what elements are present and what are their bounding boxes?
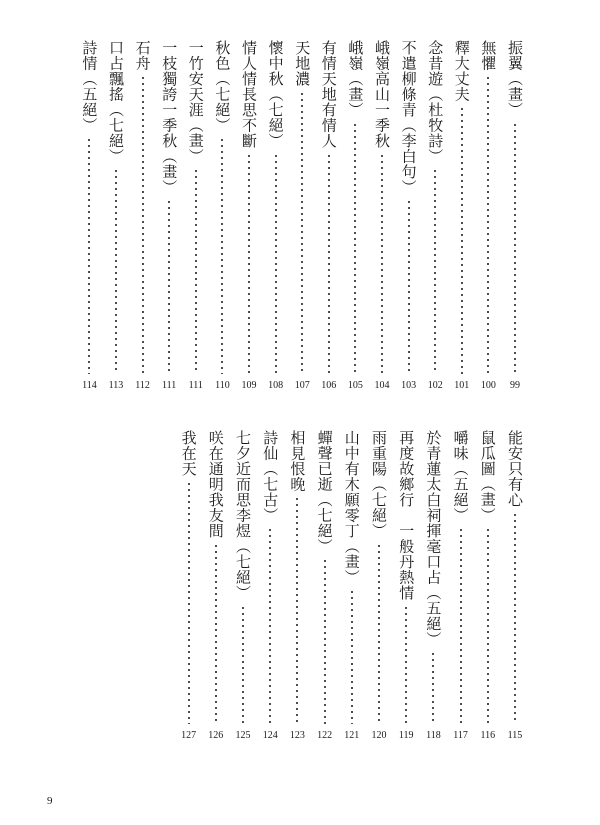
toc-entry	[205, 430, 227, 742]
toc-lower-block	[0, 430, 600, 742]
entry-page-number: 117	[453, 730, 468, 741]
entry-title: 一竹安天涯（畫）	[186, 40, 205, 164]
toc-entry	[450, 430, 472, 742]
entry-page-number: 105	[347, 380, 363, 391]
entry-title: 於青蓮太白祠揮毫口占（五絕）	[424, 430, 443, 647]
dot-leader	[296, 496, 298, 724]
toc-entry	[477, 40, 499, 392]
dot-leader	[487, 75, 489, 374]
entry-page-number: 103	[401, 380, 417, 391]
dot-leader	[115, 168, 117, 374]
dot-leader	[487, 527, 489, 724]
toc-entry	[314, 430, 336, 742]
dot-leader	[405, 605, 407, 725]
entry-page-number: 108	[268, 380, 284, 391]
entry-title: 懷中秋（七絕）	[266, 40, 285, 149]
entry-title: 石舟	[133, 40, 152, 71]
entry-page-number: 106	[321, 380, 337, 391]
dot-leader	[432, 651, 434, 724]
entry-title: 詩情（五絕）	[80, 40, 99, 133]
toc-entry	[132, 40, 154, 392]
entry-page-number: 110	[215, 380, 230, 391]
entry-page-number: 123	[289, 730, 305, 741]
toc-entry	[477, 430, 499, 742]
page-number: 9	[47, 795, 53, 807]
dot-leader	[351, 589, 353, 724]
toc-entry	[78, 40, 100, 392]
dot-leader	[354, 122, 356, 375]
entry-page-number: 109	[241, 380, 257, 391]
toc-entry	[422, 430, 444, 742]
dot-leader	[408, 199, 410, 374]
toc-entry	[291, 40, 313, 392]
entry-page-number: 126	[208, 730, 224, 741]
entry-page-number: 111	[162, 380, 177, 391]
dot-leader	[461, 106, 463, 374]
toc-entry	[211, 40, 233, 392]
dot-leader	[460, 527, 462, 724]
entry-page-number: 102	[427, 380, 443, 391]
toc-entry	[158, 40, 180, 392]
entry-title: 情人情長思不斷	[240, 40, 258, 149]
dot-leader	[514, 512, 516, 725]
toc-entry	[286, 430, 308, 742]
dot-leader	[301, 91, 303, 375]
entry-title: 峨嶺高山一季秋	[373, 40, 391, 149]
toc-entry	[105, 40, 127, 392]
entry-page-number: 113	[108, 380, 124, 391]
entry-title: 我在天	[179, 430, 198, 477]
entry-page-number: 101	[454, 380, 470, 391]
entry-page-number: 107	[294, 380, 310, 391]
toc-entry	[504, 430, 526, 742]
entry-page-number: 114	[82, 380, 97, 391]
entry-page-number: 127	[181, 730, 197, 741]
dot-leader	[248, 153, 250, 375]
entry-title: 秋色（七絕）	[213, 40, 232, 133]
dot-leader	[188, 481, 190, 725]
entry-title: 釋大丈夫	[452, 40, 471, 102]
toc-entry	[265, 40, 287, 392]
entry-page-number: 100	[480, 380, 496, 391]
entry-title: 振翼（畫）	[506, 40, 524, 118]
entry-title: 詩仙（七古）	[261, 430, 280, 523]
entry-title: 不遣柳條青（李白句）	[399, 40, 418, 195]
toc-entry	[185, 40, 207, 392]
entry-title: 鼠瓜圖（畫）	[478, 430, 497, 523]
toc-entry	[178, 430, 200, 742]
entry-title: 無懼	[479, 40, 498, 71]
entry-page-number: 120	[371, 730, 387, 741]
dot-leader	[514, 122, 516, 375]
toc-entry	[318, 40, 340, 392]
entry-title: 能安只有心	[506, 430, 524, 508]
toc-entry	[341, 430, 363, 742]
entry-title: 天地濃	[293, 40, 312, 87]
entry-title: 七夕近而思李煜（七絕）	[234, 430, 252, 601]
entry-title: 咲在通明我友間	[206, 430, 225, 539]
toc-entry	[259, 430, 281, 742]
dot-leader	[381, 153, 383, 375]
entry-title: 念昔遊（杜牧詩）	[426, 40, 445, 164]
dot-leader	[195, 168, 197, 374]
entry-page-number: 119	[398, 730, 414, 741]
dot-leader	[324, 558, 326, 724]
toc-entry	[368, 430, 390, 742]
toc-upper-block	[0, 40, 600, 392]
entry-page-number: 99	[510, 380, 520, 391]
entry-page-number: 124	[262, 730, 278, 741]
entry-page-number: 111	[188, 380, 203, 391]
dot-leader	[434, 168, 436, 374]
dot-leader	[275, 153, 277, 375]
entry-page-number: 125	[235, 730, 251, 741]
dot-leader	[142, 75, 144, 374]
entry-page-number: 118	[426, 730, 441, 741]
entry-title: 再度故鄉行 一般丹熱情	[397, 430, 416, 601]
entry-title: 一枝獨誇一季秋（畫）	[160, 40, 179, 195]
entry-title: 山中有木願零丁（畫）	[342, 430, 361, 585]
dot-leader	[215, 543, 217, 725]
dot-leader	[221, 137, 223, 374]
dot-leader	[378, 543, 380, 725]
toc-entry	[451, 40, 473, 392]
dot-leader	[88, 137, 90, 374]
toc-entry	[371, 40, 393, 392]
entry-title: 有情天地有情人	[319, 40, 338, 149]
entry-page-number: 121	[344, 730, 360, 741]
entry-title: 蟬聲已逝（七絕）	[315, 430, 334, 554]
entry-page-number: 116	[480, 730, 496, 741]
dot-leader	[242, 605, 244, 725]
entry-title: 口占飄搖（七絕）	[107, 40, 125, 164]
entry-page-number: 112	[135, 380, 150, 391]
dot-leader	[328, 153, 330, 375]
toc-entry	[398, 40, 420, 392]
entry-title: 峨嶺（畫）	[346, 40, 365, 118]
toc-entry	[238, 40, 260, 392]
toc-entry	[344, 40, 366, 392]
dot-leader	[168, 199, 170, 374]
toc-entry	[395, 430, 417, 742]
toc-entry	[504, 40, 526, 392]
entry-page-number: 115	[507, 730, 523, 741]
entry-page-number: 104	[374, 380, 390, 391]
entry-title: 相見恨晚	[288, 430, 307, 492]
entry-title: 嚼味（五絕）	[451, 430, 470, 523]
dot-leader	[269, 527, 271, 724]
entry-page-number: 122	[317, 730, 333, 741]
toc-entry	[232, 430, 254, 742]
toc-entry	[424, 40, 446, 392]
entry-title: 雨重陽（七絕）	[370, 430, 388, 539]
